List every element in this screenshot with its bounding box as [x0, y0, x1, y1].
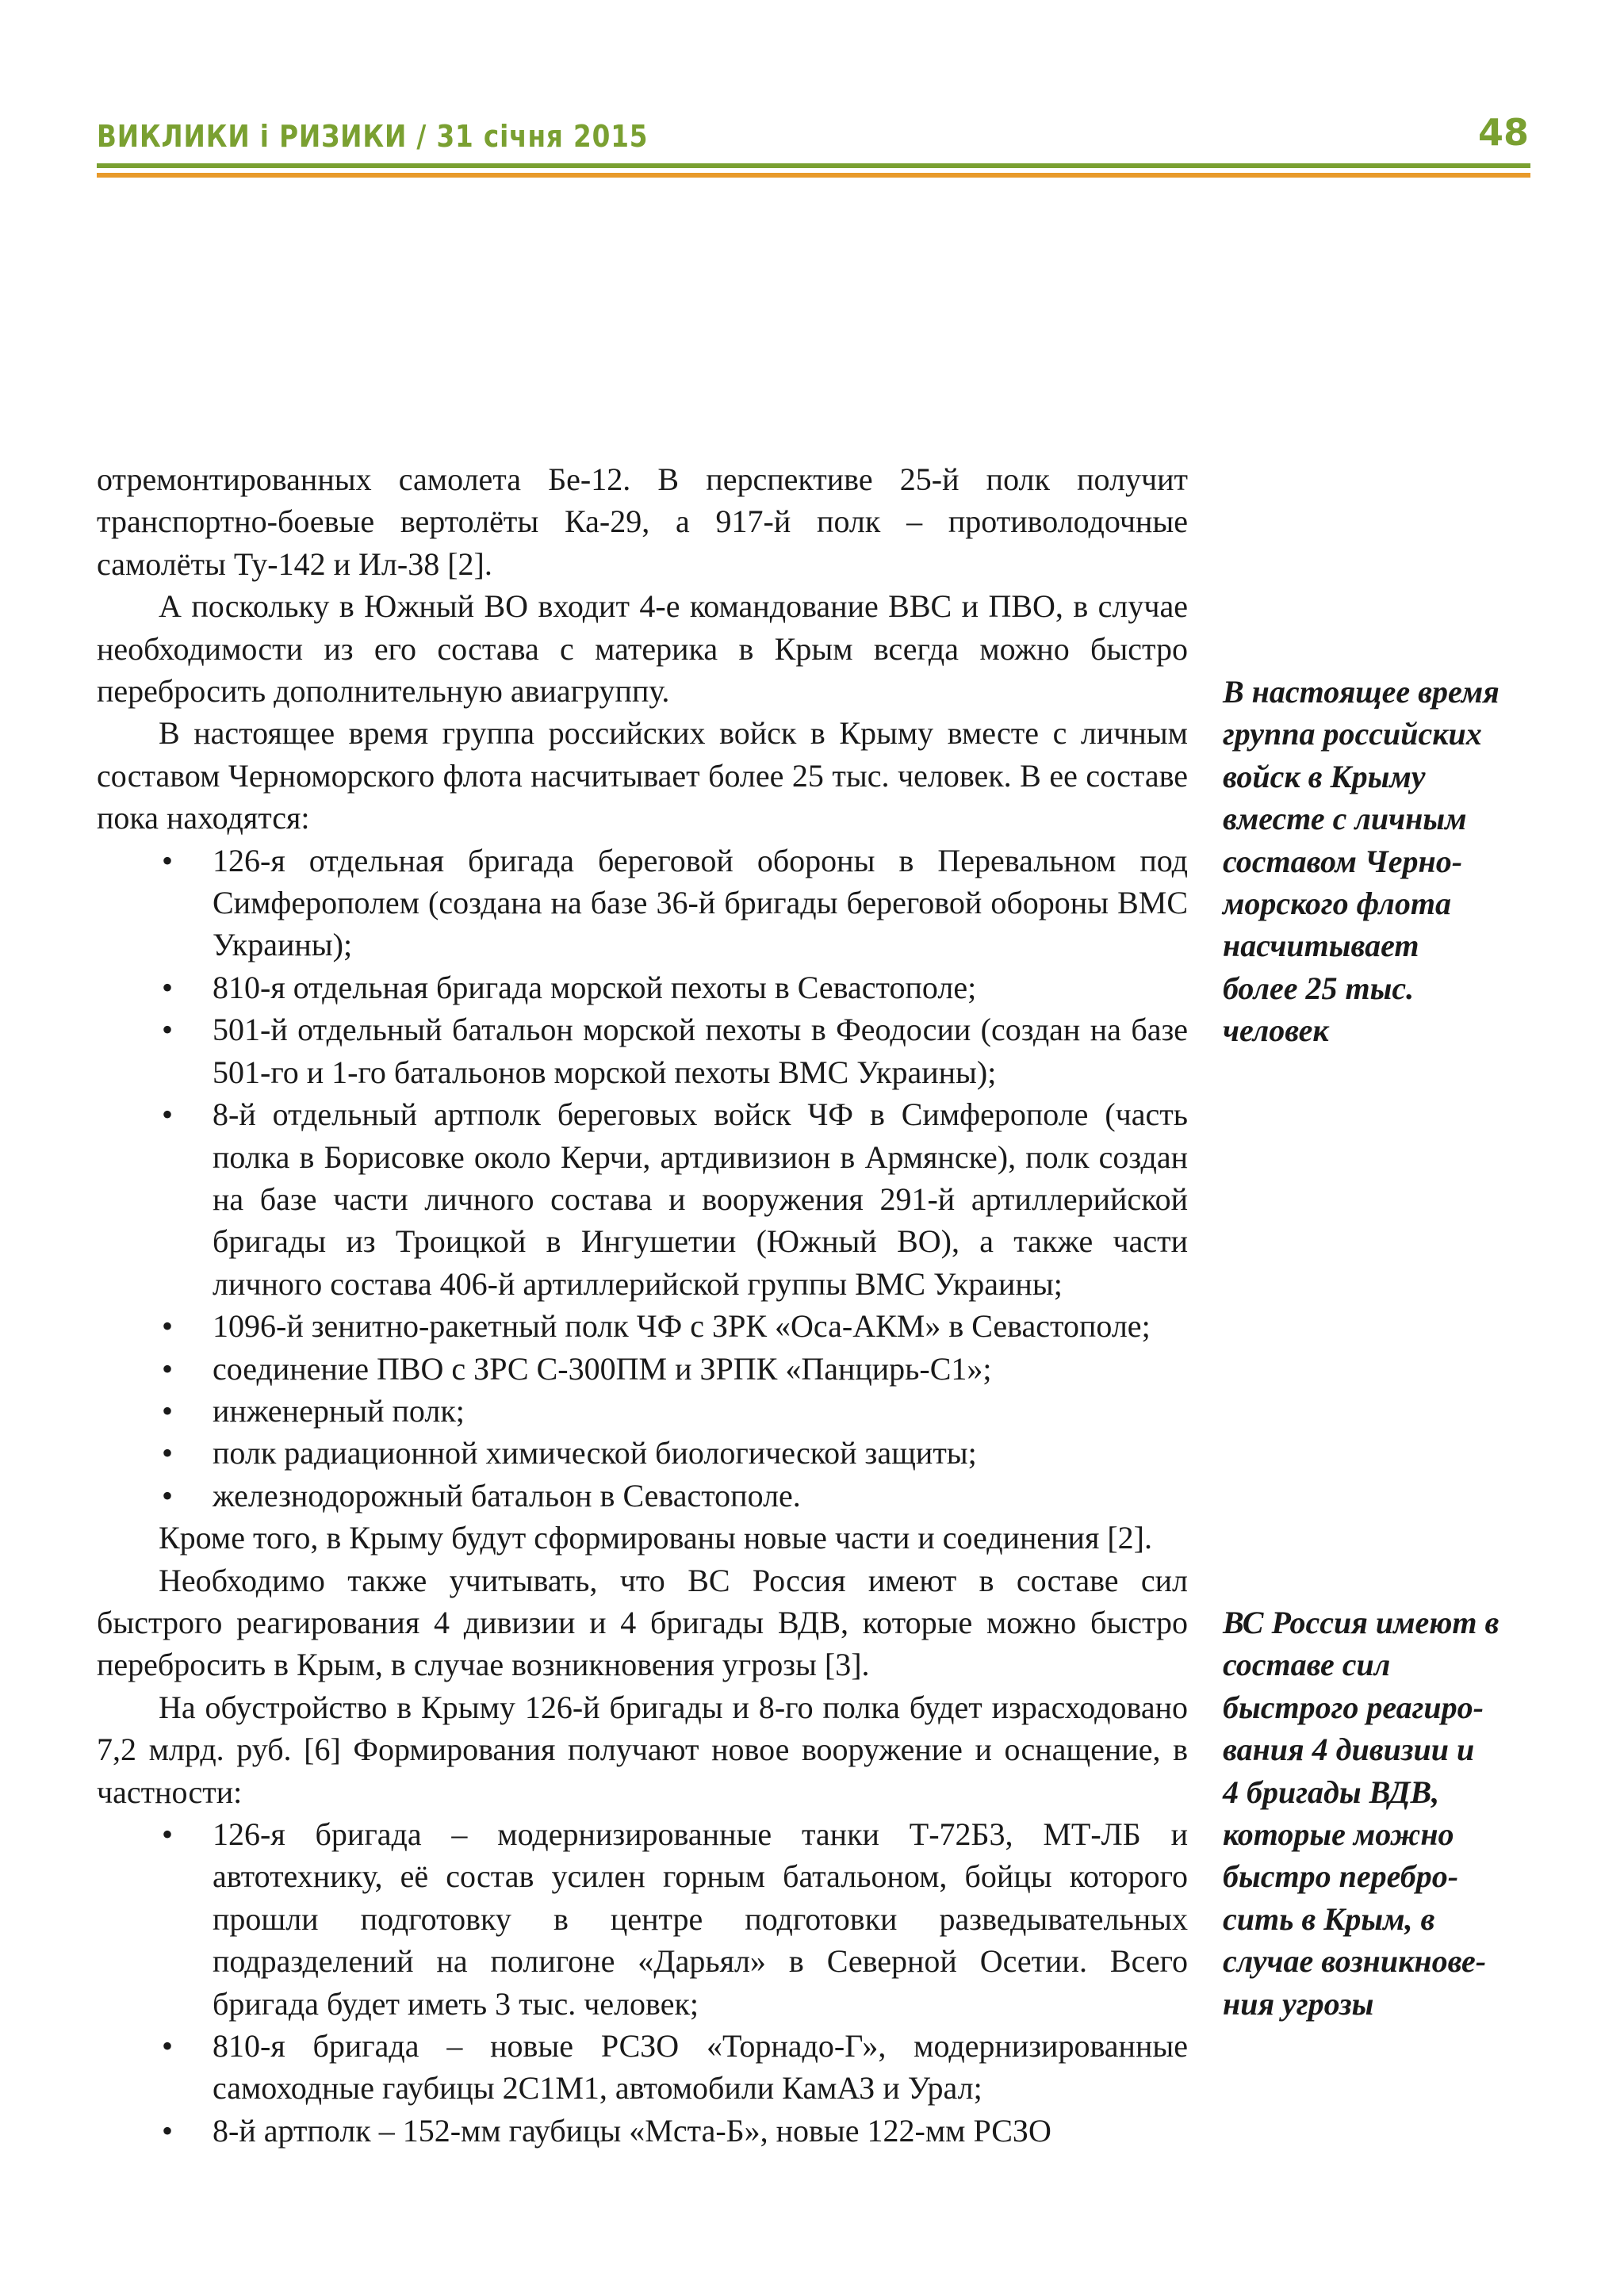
bullet-icon: •	[162, 842, 174, 878]
paragraph: В настоящее время группа российских войск в Крыму вместе с личным составом Черноморского флота насчитывает более 25 тыс. человек. В ее составе пока находятся:	[97, 715, 1188, 836]
bullet-icon: •	[162, 969, 174, 1005]
bullet-icon: •	[162, 2112, 174, 2149]
paragraph: Необходимо также учитывать, что ВС Россия имеют в составе сил быстрого реагирования 4 дивизии и 4 бригады ВДВ, которые можно быстро перебросить в Крым, в случае возникновения угрозы [3].	[97, 1562, 1188, 1683]
bullet-icon: •	[162, 2028, 174, 2064]
header-rule-green	[97, 163, 1530, 168]
paragraph: Кроме того, в Крыму будут сформированы новые части и соединения [2].	[159, 1520, 1152, 1556]
list-item: • 810-я отдельная бригада морской пехоты в Севастополе;	[97, 966, 1188, 1008]
paragraph: отремонтированных самолета Бе-12. В перспективе 25-й полк получит транспортно-боевые вертолёты Ка-29, а 917-й полк – противолодочные самолёты Ту-142 и Ил-38 [2].	[97, 461, 1188, 582]
list-item: • 126-я отдельная бригада береговой обороны в Перевальном под Симферополем (создана на базе 36-й бригады береговой обороны ВМС Украины);	[97, 840, 1188, 966]
list-item: • 8-й артполк – 152-мм гаубицы «Мста-Б», новые 122-мм РСЗО	[97, 2110, 1188, 2152]
header-title: ВИКЛИКИ і РИЗИКИ / 31 січня 2015	[97, 119, 649, 154]
list-item: • полк радиационной химической биологической защиты;	[97, 1432, 1188, 1474]
bullet-icon: •	[162, 1350, 174, 1387]
list-item: • 126-я бригада – модернизированные танки Т-72Б3, МТ-ЛБ и автотехнику, её состав усилен горным батальоном, бойцы которого прошли подготовку в центре подготовки разведывательных подразделений на полигоне «Дарьял» в Северной Осетии. Всего бригада будет иметь 3 тыс. человек;	[97, 1813, 1188, 2025]
header-rule-orange	[97, 173, 1530, 178]
list-item: • 810-я бригада – новые РСЗО «Торнадо-Г», модернизированные самоходные гаубицы 2С1М1, автомобили КамАЗ и Урал;	[97, 2025, 1188, 2110]
list-item: • соединение ПВО с ЗРС С-300ПМ и ЗРПК «Панцирь-С1»;	[97, 1348, 1188, 1390]
bullet-icon: •	[162, 1816, 174, 1852]
bullet-icon: •	[162, 1392, 174, 1429]
page-number: 48	[1477, 111, 1529, 154]
bullet-icon: •	[162, 1308, 174, 1345]
paragraph: А поскольку в Южный ВО входит 4-е командование ВВС и ПВО, в случае необходимости из его состава с материка в Крым всегда можно быстро перебросить дополнительную авиагруппу.	[97, 588, 1188, 710]
bullet-icon: •	[162, 1435, 174, 1471]
sidenote-pullquote-2: ВС Россия имеют в составе сил быстрого реагиро- вания 4 дивизии и 4 бригады ВДВ, которые можно быстро перебро- сить в Крым, в случае возникнове- ния угрозы	[1223, 1605, 1500, 2022]
unit-list	[97, 840, 1188, 1517]
article-body	[97, 458, 1188, 2152]
sidenote-pullquote-1: В настоящее время группа российских войск в Крыму вместе с личным составом Черно- морского флота насчитывает более 25 тыс. человек	[1223, 674, 1500, 1049]
list-item: • инженерный полк;	[97, 1390, 1188, 1432]
bullet-icon: •	[162, 1096, 174, 1133]
list-item: • железнодорожный батальон в Севастополе.	[97, 1475, 1188, 1517]
list-item: • 1096-й зенитно-ракетный полк ЧФ с ЗРК «Оса-АКМ» в Севастополе;	[97, 1305, 1188, 1347]
bullet-icon: •	[162, 1012, 174, 1048]
equipment-list	[97, 1813, 1188, 2152]
paragraph: На обустройство в Крыму 126-й бригады и 8-го полка будет израсходовано 7,2 млрд. руб. [6] Формирования получают новое вооружение и оснащение, в частности:	[97, 1689, 1188, 1810]
list-item: • 8-й отдельный артполк береговых войск ЧФ в Симферополе (часть полка в Борисовке около Керчи, артдивизион в Армянске), полк создан на базе части личного состава и вооружения 291-й артиллерийской бригады из Троицкой в Ингушетии (Южный ВО), а также части личного состава 406-й артиллерийской группы ВМС Украины;	[97, 1093, 1188, 1305]
bullet-icon: •	[162, 1477, 174, 1513]
list-item: • 501-й отдельный батальон морской пехоты в Феодосии (создан на базе 501-го и 1-го батальонов морской пехоты ВМС Украины);	[97, 1008, 1188, 1093]
